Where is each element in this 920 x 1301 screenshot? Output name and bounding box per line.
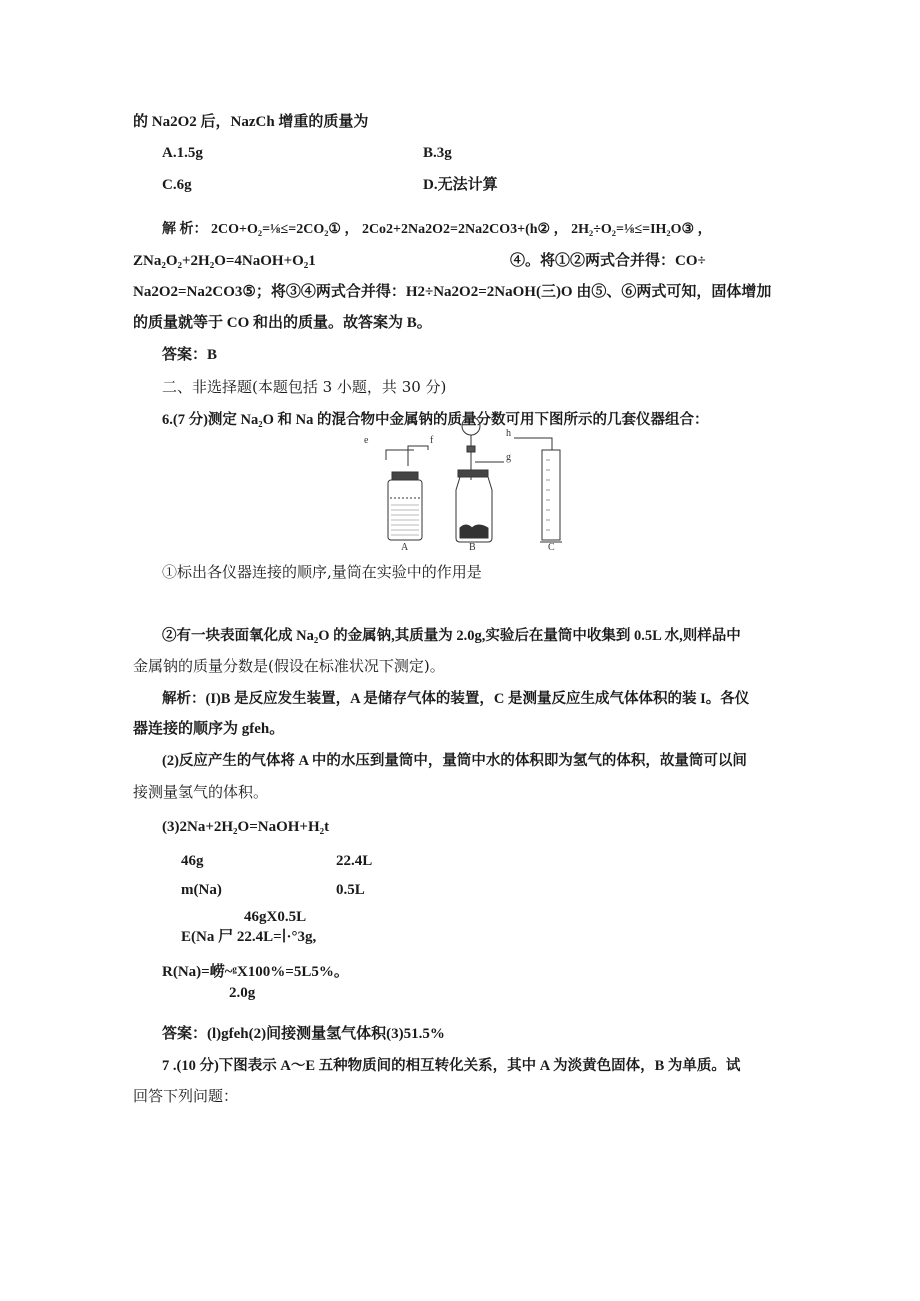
label-f: f [430,435,434,446]
q6-stem: 6.(7 分)测定 Na₂O 和 Na 的混合物中金属钠的质量分数可用下图所示的几套仪器组合： [162,412,709,428]
apparatus-b-icon [456,417,504,542]
q6-analysis2-line1: (2)反应产生的气体将 A 中的水压到量筒中，量筒中水的体积即为氢气的体积，故量筒可以间 [162,753,747,769]
label-a: A [401,542,409,552]
option-c: C.6g [162,177,192,193]
q5-analysis-line2b: ④。将①②两式合并得：CO÷ [510,253,706,269]
label-h: h [506,428,511,439]
q5-stem-tail: 的 Na2O2 后，NazCh 增重的质量为 [133,114,369,130]
q5-answer: 答案：B [162,347,218,363]
option-a: A.1.5g [162,145,203,161]
q6-answer: 答案：(l)gfeh(2)间接测量氢气体积(3)51.5% [162,1026,445,1042]
apparatus-figure [356,410,576,552]
q6-equation: (3)2Na+2H₂O=NaOH+H₂t [162,819,330,835]
option-d: D.无法计算 [423,177,498,193]
q6-sub2-line2: 金属钠的质量分数是(假设在标准状况下测定)。 [133,657,445,675]
section2-title: 二、非选择题(本题包括 3 小题，共 30 分) [162,378,447,396]
q7-stem-line1: 7 .(10 分)下图表示 A～E 五种物质间的相互转化关系，其中 A 为淡黄色固体，B 为单质。试 [162,1058,741,1074]
apparatus-a-icon [386,446,428,540]
q6-analysis2-line2: 接测量氢气的体积。 [133,783,269,801]
label-e: e [364,435,369,446]
calc-m-na: m(Na) [181,882,222,898]
calc-46g: 46g [181,853,204,869]
calc-22-4l: 22.4L [336,853,373,869]
calc-r-denominator: 2.0g [229,985,256,1001]
label-b: B [469,542,476,552]
q5-analysis-line3: Na2O2=Na2CO3⑤；将③④两式合并得：H2÷Na2O2=2NaOH(三)O 由⑤、⑥两式可知，固体增加 [133,284,772,300]
calc-0-5l: 0.5L [336,882,365,898]
q6-sub2-line1: ②有一块表面氧化成 Na₂O 的金属钠,其质量为 2.0g,实验后在量筒中收集到 0.5L 水,则样品中 [162,628,741,644]
calc-r-na: R(Na)=崂~ᵍX100%=5L5%。 [162,964,349,980]
q7-stem-line2: 回答下列问题： [133,1087,239,1105]
q5-analysis-line4: 的质量就等于 CO 和出的质量。故答案为 B。 [133,315,432,331]
label-g: g [506,452,511,463]
q5-analysis-line1: 解 析： 2CO+O₂=⅛≤=2CO₂① ， 2Co2+2Na2O2=2Na2CO3+(h② ， 2H₂÷O₂=⅛≤=IH₂O③ ， [162,222,712,237]
calc-fraction-numerator: 46gX0.5L [244,909,307,925]
q6-analysis1-line2: 器连接的顺序为 gfeh。 [133,721,285,737]
label-c: C [548,542,555,552]
calc-fraction-line: E(Na 尸 22.4L=∣·°3g, [181,929,317,945]
option-b: B.3g [423,145,452,161]
q6-sub1: ①标出各仪器连接的顺序,量筒在实验中的作用是 [162,563,482,581]
q6-analysis1-line1: 解析：(I)B 是反应发生装置，A 是储存气体的装置，C 是测量反应生成气体体积的装 I。各仪 [162,691,750,707]
apparatus-c-icon [514,438,562,542]
q5-analysis-line2a: ZNa₂O₂+2H₂O=4NaOH+O₂1 [133,253,316,269]
